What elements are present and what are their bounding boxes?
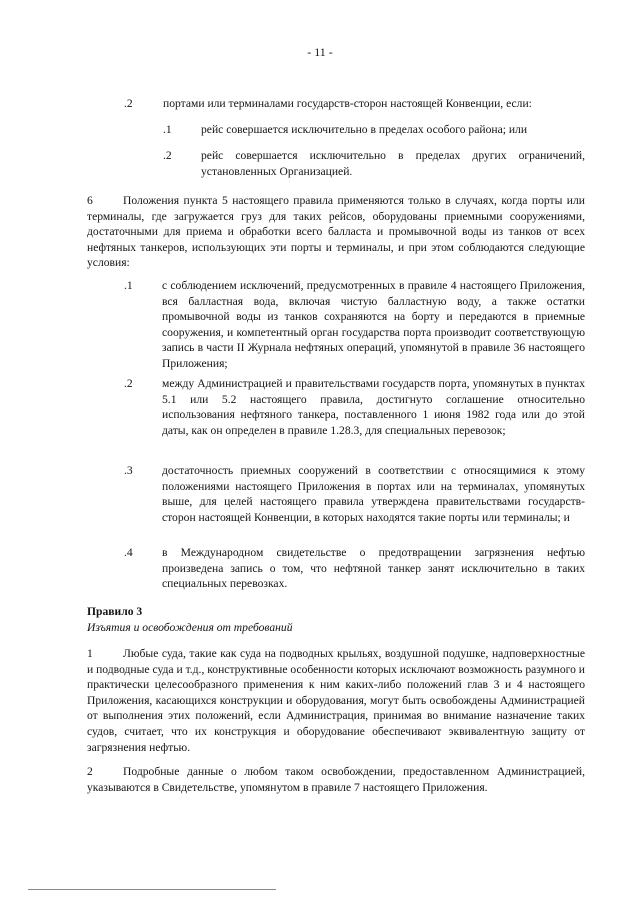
item-number: .2 [124, 97, 133, 110]
paragraph-text: Любые суда, такие как суда на подводных крыльях, воздушной подушке, надповерхностные и подводные суда и т.д., конструктивные особенности которых исключают возможность разумного и практически целесообразного применения к ним каких-либо положений глав 3 и 4 настоящего Приложения, касающихся конструкции и оборудования, могут быть освобождены Администрацией от выполнения этих положений, если Администрация, принимая во внимание назначение таких судов, считает, что их конструкция и оборудование обеспечивают эквивалентную защиту от загрязнения нефтью. [87, 647, 585, 754]
rule3-paragraph-1 [87, 646, 585, 755]
list-item-text: достаточность приемных сооружений в соответствии с относящимися к этому положениями настоящего Приложения в портах или на терминалах, упомянутых выше, для целей настоящего правила утверждена правительствами государств-сторон настоящей Конвенции, в которых находятся такие порты или терминалы; и [162, 464, 585, 524]
paragraph-number: 2 [87, 765, 93, 778]
subitem-number: .1 [163, 123, 172, 136]
footnote-divider [28, 889, 276, 890]
list-item-number: .2 [124, 377, 133, 390]
paragraph-number: 6 [87, 194, 93, 207]
paragraph-number: 1 [87, 647, 93, 660]
rule3-paragraph-2 [87, 764, 585, 795]
subitem-text: рейс совершается исключительно в пределах особого района; или [201, 123, 528, 136]
list-item-number: .3 [124, 464, 133, 477]
list-item-number: .1 [124, 279, 133, 292]
paragraph-6 [87, 193, 585, 271]
section-subheading: Изъятия и освобождения от требований [87, 621, 293, 634]
item-text: портами или терминалами государств-сторон настоящей Конвенции, если: [163, 97, 532, 110]
subitem-text: рейс совершается исключительно в пределах других ограничений, установленных Организацией. [201, 149, 585, 178]
list-item-text: между Администрацией и правительствами государств порта, упомянутых в пунктах 5.1 или 5.2 настоящего правила, достигнуто соглашение относительно использования нефтяного танкера, поставленного 1 июня 1982 года или до этой даты, как он определен в правиле 1.28.3, для специальных перевозок; [162, 377, 585, 437]
paragraph-text: Подробные данные о любом таком освобождении, предоставленном Администрацией, указываются в Свидетельстве, упомянутом в правиле 7 настоящего Приложения. [87, 765, 585, 794]
subitem-number: .2 [163, 149, 172, 162]
paragraph-text: Положения пункта 5 настоящего правила применяются только в случаях, когда порты или терминалы, где загружается груз для таких рейсов, оборудованы приемными сооружениями, достаточными для приема и обработки всего балласта и промывочной воды из танков от всех нефтяных танкеров, использующих эти порты и терминалы, и при этом соблюдаются следующие условия: [87, 194, 585, 270]
page-number: - 11 - [307, 45, 333, 59]
list-item-text: в Международном свидетельстве о предотвращении загрязнения нефтью произведена запись о том, что нефтяной танкер занят исключительно в таких специальных перевозках. [162, 546, 585, 591]
list-item-text: с соблюдением исключений, предусмотренных в правиле 4 настоящего Приложения, вся балластная вода, включая чистую балластную воду, а также остатки промывочной воды из танков сохраняются на борту и передаются в приемные сооружения, и компетентный орган государства порта производит соответствующую запись в части II Журнала нефтяных операций, упомянутой в правиле 36 настоящего Приложения; [162, 279, 585, 370]
section-heading: Правило 3 [87, 605, 143, 618]
list-item-number: .4 [124, 546, 133, 559]
